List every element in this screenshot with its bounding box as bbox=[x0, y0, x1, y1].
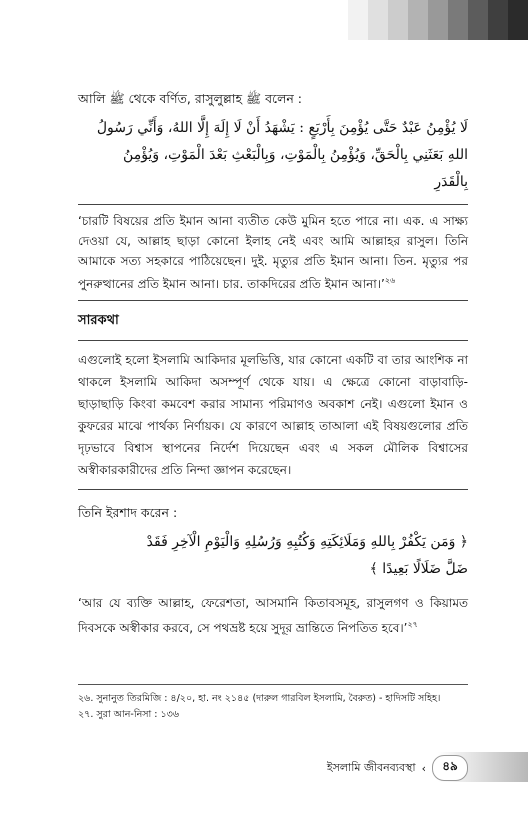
footnotes bbox=[78, 684, 468, 723]
page-content bbox=[78, 88, 468, 639]
quran-translation-box bbox=[78, 593, 468, 639]
summary-paragraph: এগুলোই হলো ইসলামি আকিদার মূলভিত্তি, যার কোনো একটি বা তার আংশিক না থাকলে ইসলামি আকিদা অসম্পূর্ণ থেকে যায়। এ ক্ষেত্রে কোনো বাড়াবাড়ি-ছাড়াছাড়ি কিংবা কমবেশ করার সামান্য পরিমাণও অবকাশ নেই। এগুলো ইমান ও কুফরের মাঝে পার্থক্য নির্ণায়ক। যে কারণে আল্লাহ তাআলা এই বিষয়গুলোর প্রতি দৃঢ়ভাবে বিশ্বাস স্থাপনের নির্দেশ দিয়েছেন এবং এ সকল মৌলিক বিশ্বাসের অস্বীকারকারীদের প্রতি নিন্দা জ্ঞাপন করেছেন। bbox=[78, 340, 468, 490]
hadith-arabic-line-2: اللهِ بَعَثَنِي بِالْحَقِّ، وَيُؤْمِنُ بِالْمَوْتِ، وَبِالْبَعْثِ بَعْدَ الْمَوْتِ، وَيُؤْمِنُ bbox=[123, 147, 468, 163]
quran-arabic-line-2: ضَلَّ ضَلَالًا بَعِيدًا ﴾ bbox=[369, 561, 468, 577]
footnote-26: ২৬. সুনানুত তিরমিজি : ৪/২০, হা. নং ২১৪৫ (দারুল গারবিল ইসলামি, বৈরুত) - হাদিসটি সহিহ। bbox=[78, 693, 441, 704]
hadith-arabic-line-1: لَا يُؤْمِنُ عَبْدٌ حَتَّى يُؤْمِنَ بِأَرْبَعٍ : يَشْهَدُ أَنْ لَا إِلَهَ إِلَّا اللهُ، وَأَنِّي رَسُولُ bbox=[96, 120, 468, 136]
section-heading: সারকথা bbox=[78, 313, 119, 328]
page-number: ৪৯ bbox=[432, 755, 468, 781]
quran-arabic bbox=[78, 529, 468, 583]
footnote-27: ২৭. সুরা আন-নিসা : ১৩৬ bbox=[78, 709, 180, 720]
book-title: ইসলামি জীবনব্যবস্থা bbox=[326, 760, 416, 774]
footnote-ref-27[interactable]: ২৭ bbox=[407, 620, 418, 629]
quran-translation: ‘আর যে ব্যক্তি আল্লাহ, ফেরেশতা, আসমানি কিতাবসমূহ, রাসুলগণ ও কিয়ামত দিবসকে অস্বীকার করবে, সে পথভ্রষ্ট হয়ে সুদূর ভ্রান্তিতে নিপতিত হবে।’ bbox=[78, 596, 468, 635]
quran-arabic-line-1: ﴿ وَمَن يَكْفُرْ بِاللهِ وَمَلَائِكَتِهِ وَكُتُبِهِ وَرُسُلِهِ وَالْيَوْمِ الْآخِرِ فَقَدْ bbox=[146, 534, 468, 550]
footnote-ref-26[interactable]: ২৬ bbox=[384, 276, 396, 285]
hadith-translation: ‘চারটি বিষয়ের প্রতি ইমান আনা ব্যতীত কেউ মুমিন হতে পারে না। এক. এ সাক্ষ্য দেওয়া যে, আল্লাহ ছাড়া কোনো ইলাহ নেই এবং আমি আল্লাহর রাসুল। তিনি আমাকে সত্য সহকারে পাঠিয়েছেন। দুই. মৃত্যুর প্রতি ইমান আনা। তিন. মৃত্যুর পর পুনরুত্থানের প্রতি ইমান আনা। চার. তাকদিরের প্রতি ইমান আনা।’ bbox=[78, 214, 468, 291]
quran-intro: তিনি ইরশাদ করেন : bbox=[78, 505, 178, 520]
chevron-left-icon: ‹ bbox=[421, 761, 426, 775]
hadith-arabic bbox=[78, 115, 468, 196]
intro-line: আলি ﷺ থেকে বর্ণিত, রাসুলুল্লাহ ﷺ বলেন : bbox=[78, 91, 303, 106]
page-footer bbox=[327, 755, 468, 781]
hadith-translation-box bbox=[78, 204, 468, 301]
top-gradient-band bbox=[348, 0, 528, 40]
hadith-arabic-line-3: بِالْقَدَرِ bbox=[434, 174, 468, 190]
